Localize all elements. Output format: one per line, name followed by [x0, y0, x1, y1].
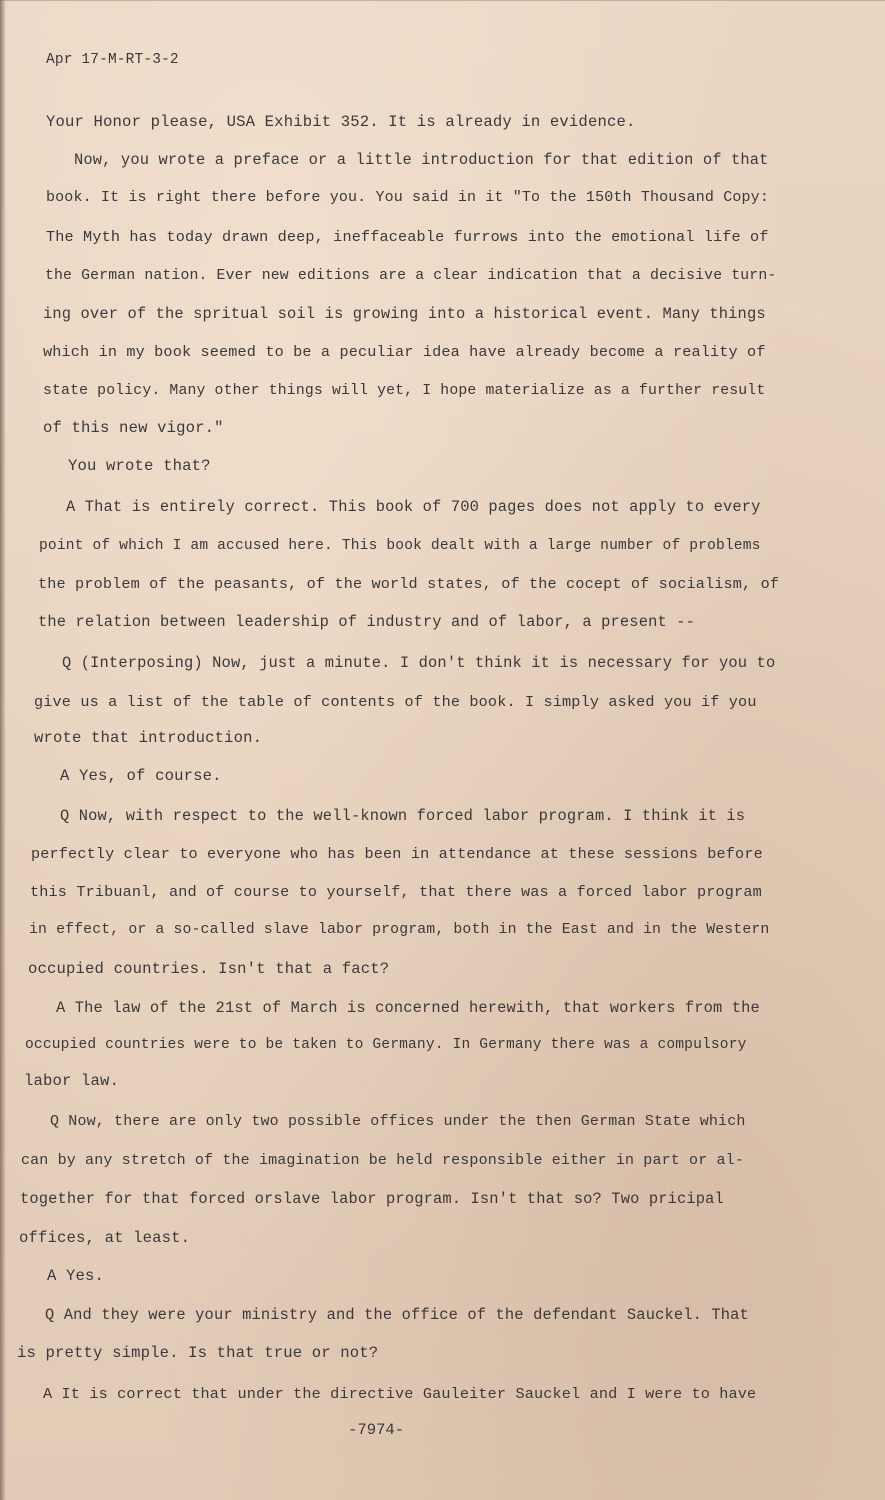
text-line-17: wrote that introduction.: [34, 729, 263, 747]
text-line-27: Q Now, there are only two possible offices under the then German State which: [50, 1113, 746, 1130]
text-line-4: The Myth has today drawn deep, ineffaceable furrows into the emotional life of: [46, 228, 769, 246]
text-line-31: A Yes.: [47, 1267, 105, 1285]
text-line-1: Your Honor please, USA Exhibit 352. It is already in evidence.: [46, 113, 636, 131]
text-line-7: which in my book seemed to be a peculiar idea have already become a reality of: [43, 343, 766, 361]
text-line-14: the relation between leadership of industry and of labor, a present --: [38, 613, 696, 631]
page-edge-shadow: [0, 0, 6, 1500]
text-line-10: You wrote that?: [68, 457, 211, 475]
text-line-26: labor law.: [24, 1072, 120, 1090]
text-line-23: occupied countries. Isn't that a fact?: [28, 960, 390, 978]
text-line-3: book. It is right there before you. You said in it "To the 150th Thousand Copy:: [46, 189, 769, 206]
text-line-21: this Tribuanl, and of course to yourself, that there was a forced labor program: [30, 883, 762, 901]
text-line-20: perfectly clear to everyone who has been in attendance at these sessions before: [31, 845, 763, 863]
text-line-32: Q And they were your ministry and the office of the defendant Sauckel. That: [45, 1306, 749, 1324]
text-line-8: state policy. Many other things will yet, I hope materialize as a further result: [43, 383, 766, 399]
text-line-11: A That is entirely correct. This book of 700 pages does not apply to every: [66, 498, 761, 516]
text-line-28: can by any stretch of the imagination be held responsible either in part or al-: [21, 1152, 744, 1169]
text-line-22: in effect, or a so-called slave labor program, both in the East and in the Western: [29, 922, 770, 938]
text-line-9: of this new vigor.": [43, 419, 224, 437]
text-line-16: give us a list of the table of contents of the book. I simply asked you if you: [34, 693, 757, 711]
text-line-15: Q (Interposing) Now, just a minute. I don't think it is necessary for you to: [62, 654, 776, 672]
text-line-18: A Yes, of course.: [60, 767, 222, 785]
text-line-6: ing over of the spritual soil is growing into a historical event. Many things: [43, 305, 766, 323]
text-line-12: point of which I am accused here. This book dealt with a large number of problems: [39, 538, 761, 554]
text-line-30: offices, at least.: [19, 1229, 191, 1247]
page-number: -7974-: [348, 1421, 405, 1439]
page-top-edge: [0, 0, 885, 1]
text-line-5: the German nation. Ever new editions are a clear indication that a decisive turn-: [45, 268, 777, 284]
text-line-2: Now, you wrote a preface or a little introduction for that edition of that: [74, 151, 769, 169]
text-line-13: the problem of the peasants, of the world states, of the cocept of socialism, of: [38, 575, 780, 593]
text-line-34: A It is correct that under the directive Gauleiter Sauckel and I were to have: [43, 1385, 757, 1403]
text-line-29: together for that forced orslave labor program. Isn't that so? Two pricipal: [20, 1190, 724, 1208]
text-line-25: occupied countries were to be taken to Germany. In Germany there was a compulsory: [25, 1037, 747, 1053]
text-line-24: A The law of the 21st of March is concerned herewith, that workers from the: [56, 999, 760, 1017]
text-line-33: is pretty simple. Is that true or not?: [17, 1344, 379, 1362]
page-header: Apr 17-M-RT-3-2: [46, 52, 179, 68]
text-line-19: Q Now, with respect to the well-known forced labor program. I think it is: [60, 807, 746, 825]
